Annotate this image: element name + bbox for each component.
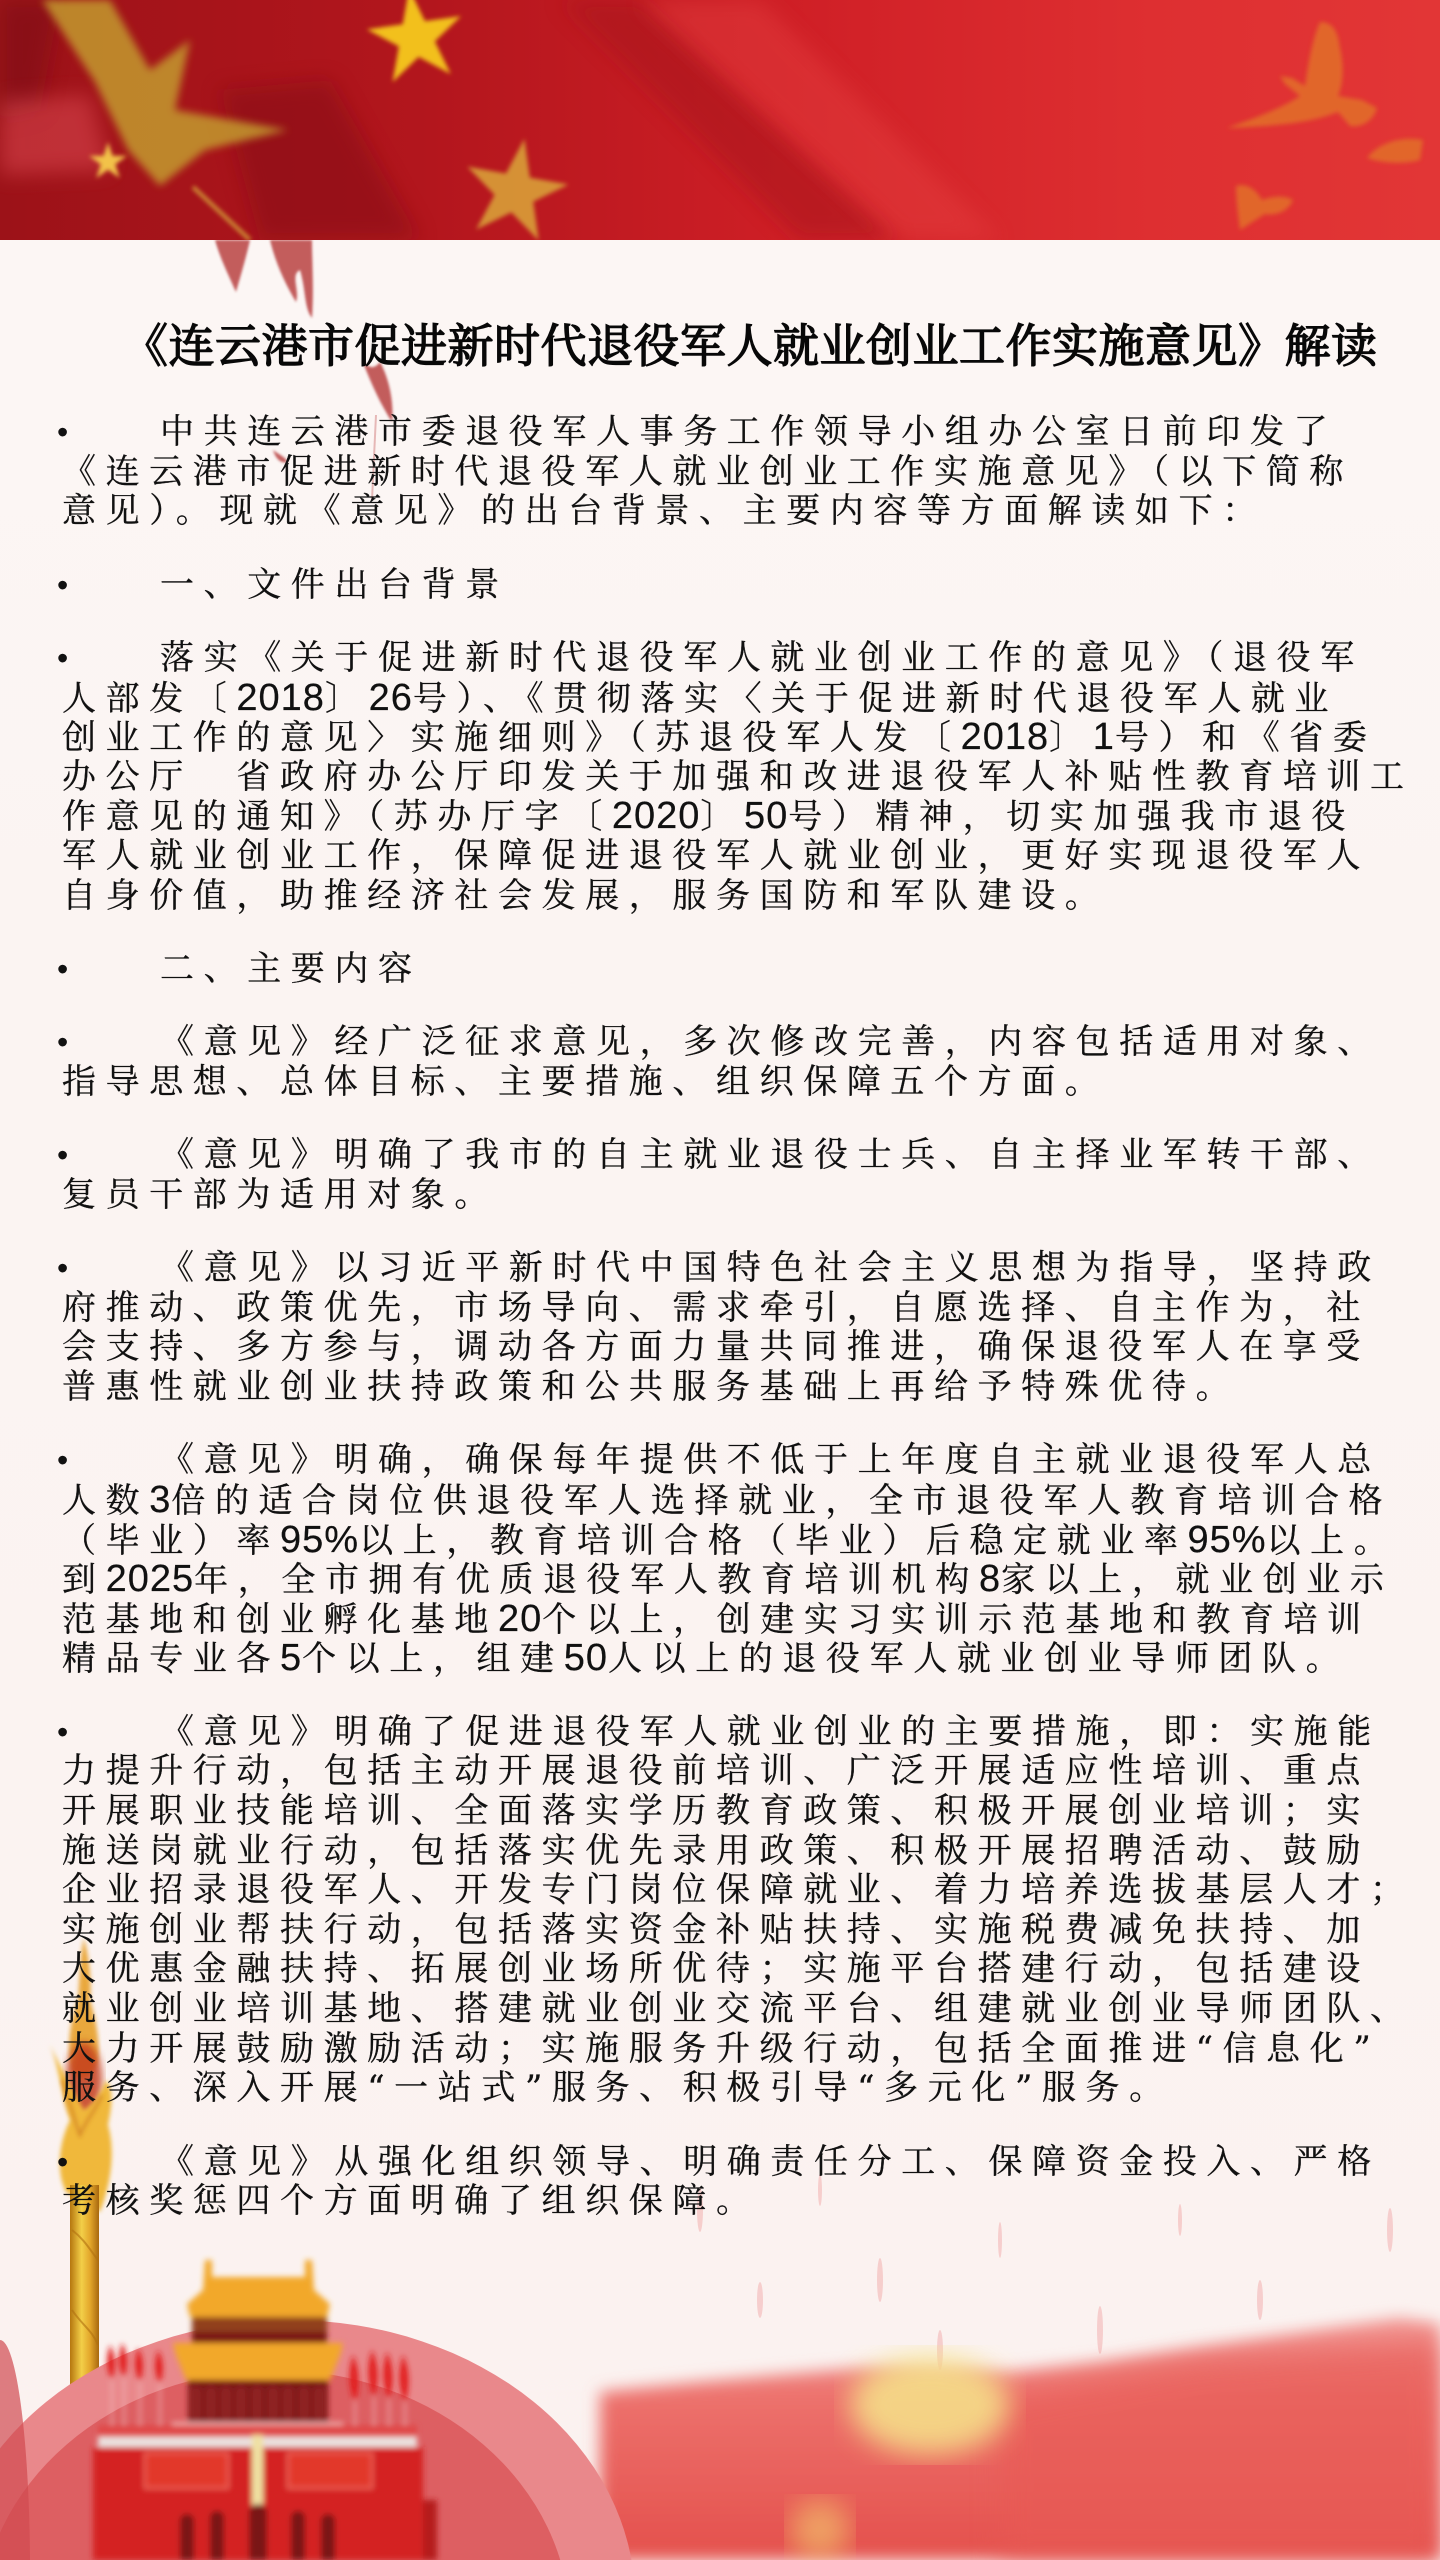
paragraph-scope-overview bbox=[0, 1023, 1440, 1102]
text-line: 考核奖惩四个方面明确了组织保障。 bbox=[62, 2181, 760, 2222]
number-text: 3 bbox=[149, 1479, 172, 1522]
number-text: 26 bbox=[368, 676, 413, 719]
section-heading-text: 一、文件出台背景 bbox=[160, 564, 509, 605]
flag-banner bbox=[0, 0, 1440, 240]
number-text: 8 bbox=[978, 1558, 1002, 1601]
section-heading-main-content bbox=[0, 950, 1440, 990]
paragraph-intro bbox=[0, 413, 1440, 532]
number-text: 95% bbox=[1187, 1518, 1267, 1561]
bullet-icon: • bbox=[57, 950, 69, 987]
bullet-icon: • bbox=[57, 1024, 69, 1061]
text-line: 就业创业培训基地、搭建就业创业交流平台、组建就业创业导师团队、 bbox=[62, 1988, 1414, 2029]
text-line: 《意见》从强化组织领导、明确责任分工、保障资金投入、严格 bbox=[160, 2141, 1381, 2182]
document-body bbox=[0, 413, 1440, 2256]
text-line: 创业工作的意见〉实施细则》（苏退役军人发〔2018〕1号）和《省委 bbox=[62, 716, 1377, 759]
number-text: 50 bbox=[563, 1637, 609, 1680]
number-text: 1 bbox=[1092, 716, 1115, 759]
text-line: 自身价值，助推经济社会发展，服务国防和军队建设。 bbox=[62, 875, 1109, 916]
number-text: 5 bbox=[280, 1637, 303, 1680]
text-line: 范基地和创业孵化基地20个以上，创建实习实训示范基地和教育培训 bbox=[62, 1597, 1371, 1640]
text-line: 人数3倍的适合岗位供退役军人选择就业，全市退役军人教育培训合格 bbox=[62, 1479, 1393, 1522]
text-line: 大力开展鼓励激励活动；实施服务升级行动，包括全面推进“信息化” bbox=[62, 2028, 1381, 2069]
text-line: 力提升行动，包括主动开展退役前培训、广泛开展适应性培训、重点 bbox=[62, 1751, 1370, 1792]
text-line: 会支持、多方参与，调动各方面力量共同推进，确保退役军人在享受 bbox=[62, 1327, 1370, 1368]
bullet-icon: • bbox=[57, 414, 69, 450]
bullet-icon: • bbox=[57, 1137, 69, 1174]
text-line: 施送岗就业行动，包括落实优先录用政策、积极开展招聘活动、鼓励 bbox=[62, 1830, 1370, 1871]
number-text: 2018 bbox=[960, 716, 1050, 759]
text-line: 意见）。现就《意见》的出台背景、主要内容等方面解读如下： bbox=[62, 491, 1266, 532]
text-line: 实施创业帮扶行动，包括落实资金补贴扶持、实施税费减免扶持、加 bbox=[62, 1909, 1370, 1950]
bullet-icon: • bbox=[57, 1713, 69, 1750]
text-line: 指导思想、总体目标、主要措施、组织保障五个方面。 bbox=[62, 1061, 1109, 1102]
section-heading-background bbox=[0, 566, 1440, 606]
text-line: 人部发〔2018〕26号）、《贯彻落实〈关于促进新时代退役军人就业 bbox=[62, 676, 1339, 719]
text-line: 府推动、政策优先，市场导向、需求牵引，自愿选择、自主作为，社 bbox=[62, 1287, 1370, 1328]
text-line: 《意见》明确了我市的自主就业退役士兵、自主择业军转干部、 bbox=[160, 1135, 1381, 1176]
number-text: 20 bbox=[498, 1597, 543, 1640]
text-line: 开展职业技能培训、全面落实学历教育政策、积极开展创业培训；实 bbox=[62, 1791, 1370, 1831]
text-line: 中共连云港市委退役军人事务工作领导小组办公室日前印发了 bbox=[160, 412, 1338, 452]
paragraph-overall-goals bbox=[0, 1441, 1440, 1679]
text-line: 《意见》明确了促进退役军人就业创业的主要措施，即：实施能 bbox=[160, 1711, 1381, 1752]
bullet-icon: • bbox=[57, 1442, 69, 1479]
bullet-icon: • bbox=[57, 1250, 69, 1287]
text-line: 精品专业各5个以上，组建50人以上的退役军人就业创业导师团队。 bbox=[62, 1637, 1350, 1680]
number-text: 50 bbox=[743, 795, 789, 838]
text-line: 服务、深入开展“一站式”服务、积极引导“多元化”服务。 bbox=[62, 2068, 1173, 2109]
bullet-icon: • bbox=[57, 639, 69, 676]
text-line: 军人就业创业工作，保障促进退役军人就业创业，更好实现退役军人 bbox=[62, 835, 1370, 876]
bullet-icon: • bbox=[57, 566, 69, 603]
text-line: （毕业）率95%以上，教育培训合格（毕业）后稳定就业率95%以上。 bbox=[62, 1518, 1398, 1561]
red-clouds-illustration bbox=[600, 2318, 1440, 2560]
paragraph-guiding-ideology bbox=[0, 1249, 1440, 1407]
text-line: 大优惠金融扶持、拓展创业场所优待；实施平台搭建行动，包括建设 bbox=[62, 1949, 1370, 1990]
text-line: 作意见的通知》（苏办厅字〔2020〕50号）精神，切实加强我市退役 bbox=[62, 795, 1356, 838]
text-line: 落实《关于促进新时代退役军人就业创业工作的意见》（退役军 bbox=[160, 637, 1364, 678]
text-line: 《连云港市促进新时代退役军人就业创业工作实施意见》（以下简称 bbox=[62, 451, 1353, 492]
paragraph-main-measures bbox=[0, 1713, 1440, 2109]
text-line: 企业招录退役军人、开发专门岗位保障就业、着力培养选拔基层人才； bbox=[62, 1870, 1414, 1911]
paragraph-applicable-targets bbox=[0, 1136, 1440, 1215]
number-text: 2025 bbox=[105, 1558, 195, 1601]
text-line: 到2025年，全市拥有优质退役军人教育培训机构8家以上，就业创业示 bbox=[62, 1558, 1394, 1601]
text-line: 普惠性就业创业扶持政策和公共服务基础上再给予特殊优待。 bbox=[62, 1367, 1240, 1408]
text-line: 办公厅 省政府办公厅印发关于加强和改进退役军人补贴性教育培训工 bbox=[62, 756, 1414, 797]
paragraph-background bbox=[0, 639, 1440, 916]
text-line: 《意见》经广泛征求意见，多次修改完善，内容包括适用对象、 bbox=[160, 1022, 1381, 1063]
number-text: 2018 bbox=[236, 676, 325, 719]
number-text: 95% bbox=[280, 1518, 360, 1561]
number-text: 2020 bbox=[611, 795, 701, 838]
text-line: 《意见》明确，确保每年提供不低于上年度自主就业退役军人总 bbox=[160, 1440, 1381, 1481]
text-line: 复员干部为适用对象。 bbox=[62, 1174, 498, 1215]
paragraph-organizational-guarantee bbox=[0, 2143, 1440, 2222]
text-line: 《意见》以习近平新时代中国特色社会主义思想为指导，坚持政 bbox=[160, 1248, 1381, 1289]
section-heading-text: 二、主要内容 bbox=[160, 948, 422, 989]
bullet-icon: • bbox=[57, 2143, 69, 2180]
document-title: 《连云港市促进新时代退役军人就业创业工作实施意见》解读 bbox=[122, 319, 1378, 373]
